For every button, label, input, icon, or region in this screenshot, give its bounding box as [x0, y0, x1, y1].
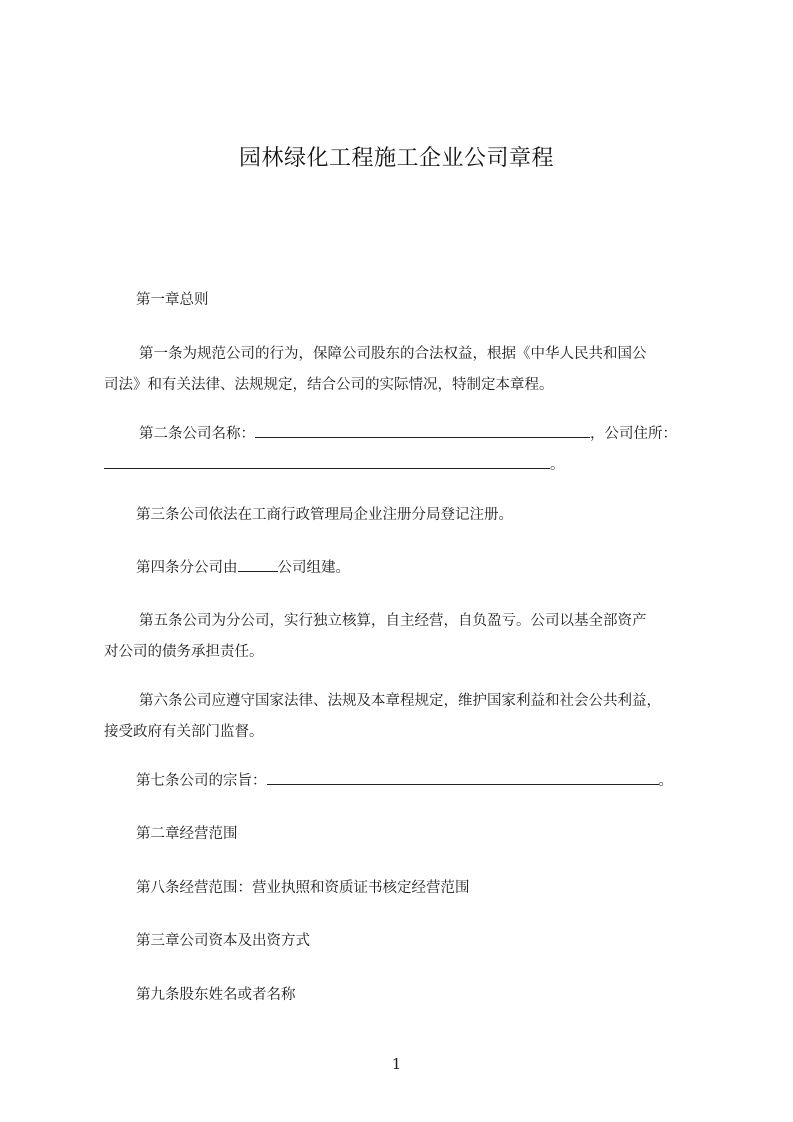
article-7	[104, 766, 704, 797]
page-number: 1	[391, 1055, 402, 1073]
article-8	[104, 873, 704, 904]
article-2-line-1	[104, 419, 704, 450]
article-7-line	[104, 766, 704, 797]
document-title: 园林绿化工程施工企业公司章程	[238, 146, 554, 171]
chapter-2-heading	[104, 819, 704, 850]
article-6-line-2: 接受政府有关部门监督。	[104, 724, 264, 740]
company-address-blank	[104, 452, 550, 469]
article-6-line-1: 第六条公司应遵守国家法律、法规及本章程规定，维护国家利益和社会公共利益，	[139, 693, 661, 709]
article-9	[104, 980, 704, 1011]
article-8-text: 第八条经营范围：营业执照和资质证书核定经营范围	[136, 880, 470, 896]
article-2-prefix: 第二条公司名称：	[139, 426, 255, 442]
chapter-1-text: 第一章总则	[136, 292, 209, 308]
parent-company-blank	[238, 555, 278, 572]
article-6	[104, 686, 704, 748]
company-name-blank	[255, 421, 590, 438]
article-3-text: 第三条公司依法在工商行政管理局企业注册分局登记注册。	[136, 507, 513, 523]
article-4-suffix: 公司组建。	[277, 560, 350, 576]
chapter-2-text: 第二章经营范围	[136, 826, 238, 842]
article-1-line-1: 第一条为规范公司的行为，保障公司股东的合法权益，根据《中华人民共和国公	[139, 346, 647, 362]
article-7-prefix: 第七条公司的宗旨：	[136, 773, 267, 789]
article-1	[104, 339, 704, 401]
article-2-suffix: 。	[550, 457, 565, 473]
article-2-middle: ，公司住所：	[590, 426, 677, 442]
article-5-line-1: 第五条公司为分公司，实行独立核算，自主经营，自负盈亏。公司以基全部资产	[139, 613, 647, 629]
article-2	[104, 419, 704, 481]
chapter-3-text: 第三章公司资本及出资方式	[136, 933, 310, 949]
article-4-prefix: 第四条分公司由	[136, 560, 238, 576]
article-4	[104, 553, 704, 584]
article-4-line	[104, 553, 704, 584]
article-5-line-2: 对公司的债务承担责任。	[104, 644, 264, 660]
article-7-suffix: 。	[658, 773, 673, 789]
article-5	[104, 606, 704, 668]
article-3	[104, 500, 704, 531]
chapter-3-heading	[104, 926, 704, 957]
chapter-1-heading	[104, 285, 704, 316]
article-9-text: 第九条股东姓名或者名称	[136, 987, 296, 1003]
article-1-line-2: 司法》和有关法律、法规规定，结合公司的实际情况，特制定本章程。	[104, 377, 554, 393]
article-2-line-2	[104, 450, 704, 481]
company-purpose-blank	[267, 768, 659, 785]
